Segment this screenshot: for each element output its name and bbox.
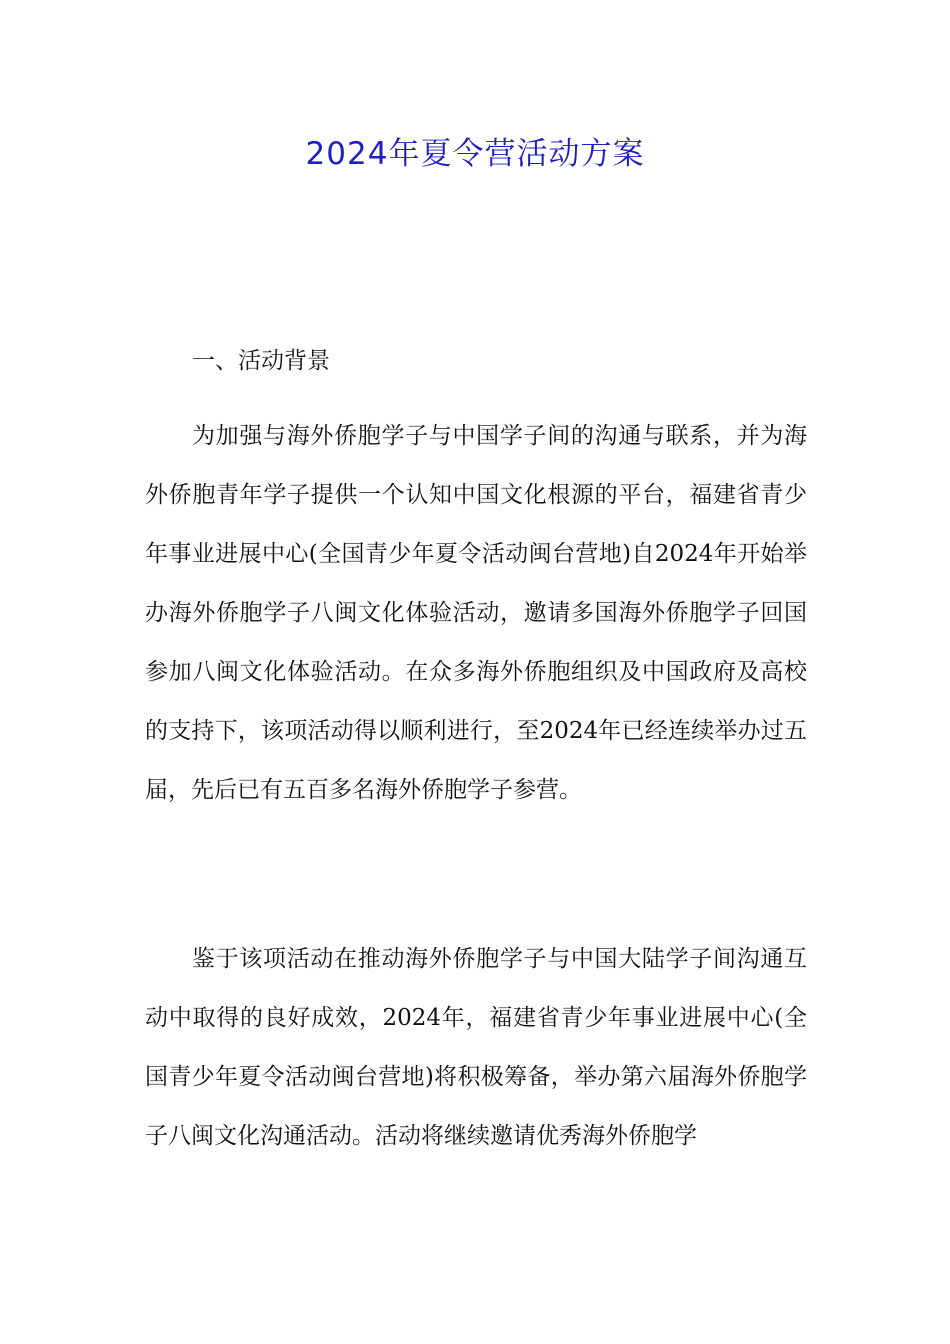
section-heading: 一、活动背景 <box>192 348 330 374</box>
paragraph-background-2: 鉴于该项活动在推动海外侨胞学子与中国大陆学子间沟通互动中取得的良好成效，2024年，福建省青少年事业进展中心(全国青少年夏令活动闽台营地)将积极筹备，举办第六届海外侨胞学子八闽文化沟通活动。活动将继续邀请优秀海外侨胞学 <box>145 946 807 1149</box>
paragraph-background-1: 为加强与海外侨胞学子与中国学子间的沟通与联系，并为海外侨胞青年学子提供一个认知中国文化根源的平台，福建省青少年事业进展中心(全国青少年夏令活动闽台营地)自2024年开始举办海外侨胞学子八闽文化体验活动，邀请多国海外侨胞学子回国参加八闽文化体验活动。在众多海外侨胞组织及中国政府及高校的支持下，该项活动得以顺利进行，至2024年已经连续举办过五届，先后已有五百多名海外侨胞学子参营。 <box>145 423 807 803</box>
document-title: 2024年夏令营活动方案 <box>305 136 645 172</box>
